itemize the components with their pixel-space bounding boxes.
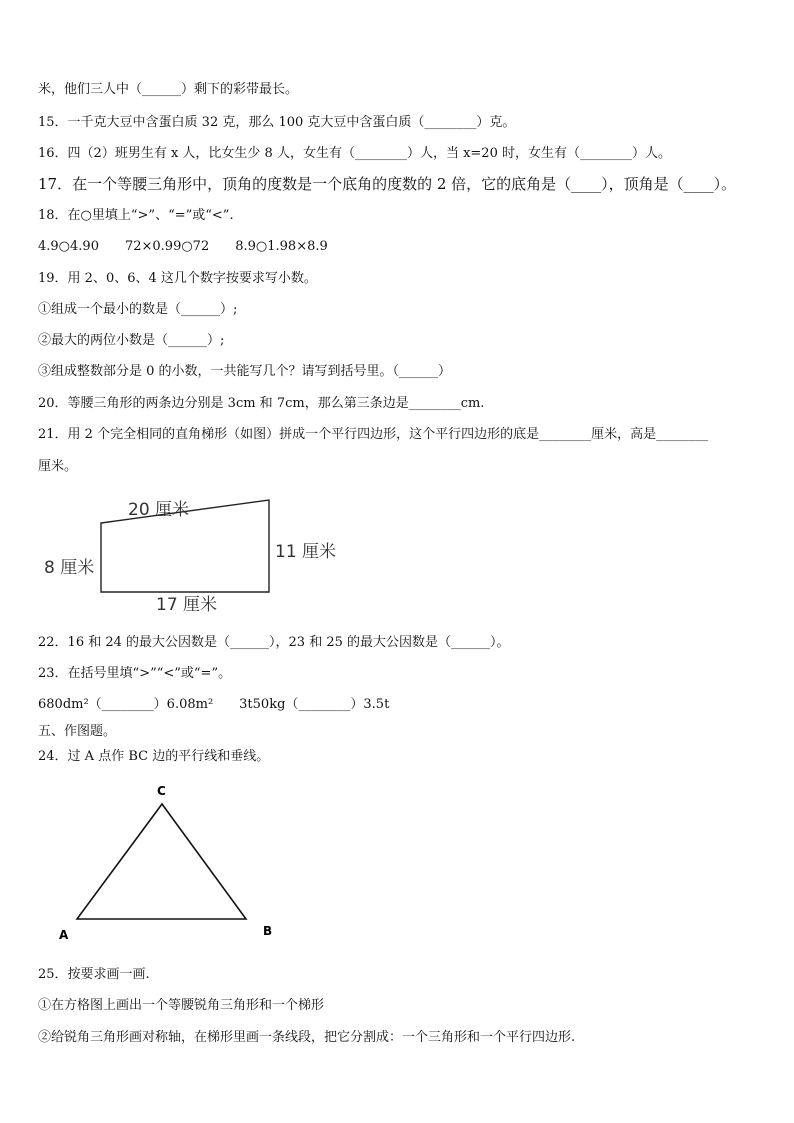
vertex-b-label: B [263,924,273,938]
triangle-abc [77,804,246,919]
vertex-c-label: C [157,784,166,798]
vertex-a-label: A [59,928,69,942]
triangle-figure [50,780,290,945]
section-5-heading: 五、作图题。 [38,724,117,739]
trapezoid-top-label: 20 厘米 [128,500,190,520]
question-20: 20．等腰三角形的两条边分别是 3cm 和 7cm，那么第三条边是________cm. [38,396,485,411]
trapezoid-left-label: 8 厘米 [44,558,95,578]
question-17: 17．在一个等腰三角形中，顶角的度数是一个底角的度数的 2 倍，它的底角是（____），顶角是（____）。 [38,175,737,193]
question-19: 19．用 2、0、6、4 这几个数字按要求写小数。 [38,271,317,286]
question-21-tail: 厘米。 [38,459,78,474]
question-23-items: 680dm²（________）6.08m² 3t50kg（________）3.5t [38,697,390,712]
trapezoid-figure [38,492,348,616]
question-25: 25．按要求画一画. [38,967,150,982]
question-21: 21．用 2 个完全相同的直角梯形（如图）拼成一个平行四边形，这个平行四边形的底是________厘米，高是________ [38,427,709,442]
question-25-part-2: ②给锐角三角形画对称轴，在梯形里画一条线段，把它分割成：一个三角形和一个平行四边形. [38,1030,576,1045]
trapezoid-right-label: 11 厘米 [275,542,337,562]
question-19-part-1: ①组成一个最小的数是（______）; [38,302,238,317]
question-19-part-2: ②最大的两位小数是（______）; [38,333,225,348]
question-18-items: 4.9○4.90 72×0.99○72 8.9○1.98×8.9 [38,239,328,254]
question-22: 22．16 和 24 的最大公因数是（______），23 和 25 的最大公因数是（______）。 [38,635,510,650]
question-23: 23．在括号里填“>”“<”或“=”。 [38,666,232,681]
question-14-tail: 米，他们三人中（______）剩下的彩带最长。 [38,82,299,97]
question-18: 18．在○里填上“>”、“=”或“<”. [38,208,234,223]
trapezoid-bottom-label: 17 厘米 [156,595,218,615]
question-25-part-1: ①在方格图上画出一个等腰锐角三角形和一个梯形 [38,998,325,1013]
question-19-part-3: ③组成整数部分是 0 的小数，一共能写几个？请写到括号里。（______） [38,364,452,379]
question-24: 24．过 A 点作 BC 边的平行线和垂线。 [38,749,270,764]
question-15: 15．一千克大豆中含蛋白质 32 克，那么 100 克大豆中含蛋白质（________）克。 [38,115,516,130]
question-16: 16．四（2）班男生有 x 人，比女生少 8 人，女生有（________）人，当 x=20 时，女生有（________）人。 [38,146,671,161]
